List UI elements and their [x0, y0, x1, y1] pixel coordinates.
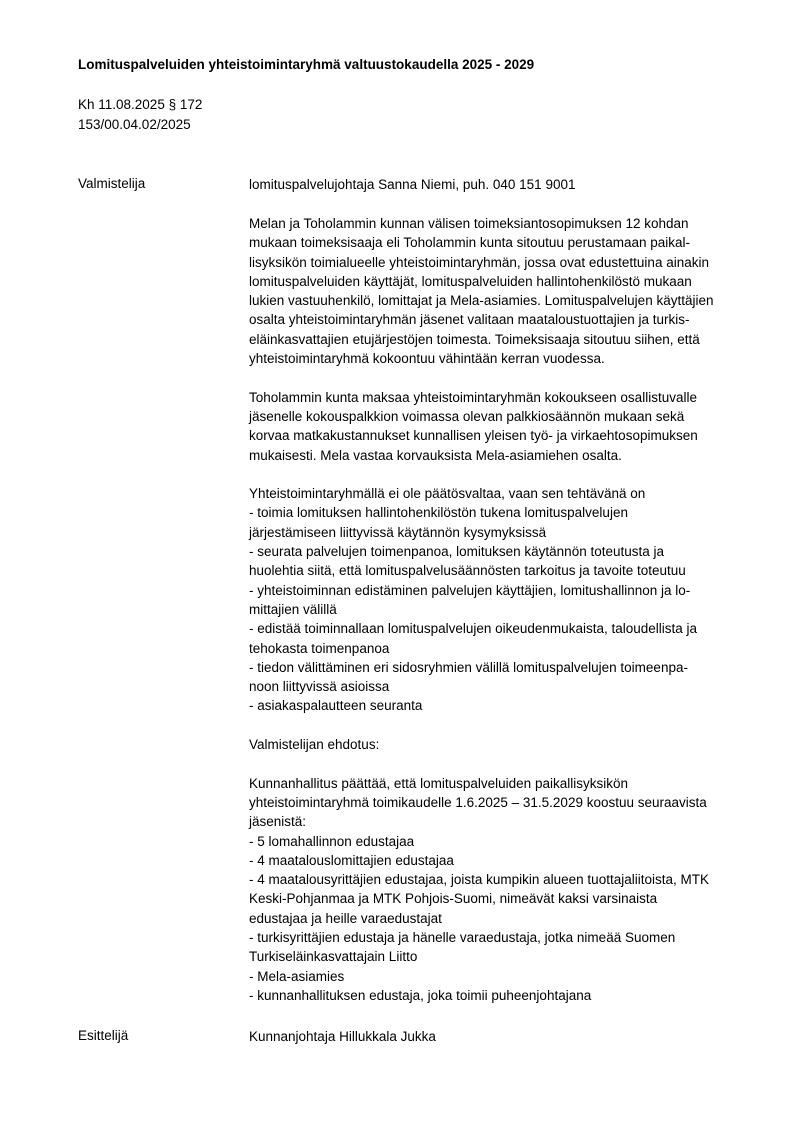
text-line: - 4 maatalouslomittajien edustajaa [249, 852, 454, 868]
text-line: Keski-Pohjanmaa ja MTK Pohjois-Suomi, nimeävät kaksi varsinaista [249, 891, 658, 907]
text-line: - turkisyrittäjien edustaja ja hänelle varaedustaja, jotka nimeää Suomen [249, 929, 676, 945]
presenter-value: Kunnanjohtaja Hillukkala Jukka [249, 1029, 436, 1044]
presenter-label: Esittelijä [78, 1028, 129, 1043]
text-line: - yhteistoiminnan edistäminen palvelujen käyttäjien, lomitushallinnon ja lo- [249, 582, 691, 598]
text-line: - Mela-asiamies [249, 968, 345, 984]
text-line: Kunnanhallitus päättää, että lomituspalveluiden paikallisyksikön [249, 775, 628, 791]
text-line: jäsenistä: [249, 814, 307, 830]
text-line: mukaisesti. Mela vastaa korvauksista Mela-asiamiehen osalta. [249, 447, 622, 463]
text-line: lomituspalveluiden käyttäjät, lomituspalveluiden hallintohenkilöstö mukaan [249, 273, 692, 289]
tasks-paragraph [249, 484, 769, 716]
text-line: Valmistelijan ehdotus: [249, 737, 380, 753]
meeting-reference: Kh 11.08.2025 § 172 [78, 97, 203, 112]
text-line: huolehtia siitä, että lomituspalvelusäännösten tarkoitus ja tavoite toteutuu [249, 563, 686, 579]
text-line: korvaa matkakustannukset kunnallisen yleisen työ- ja virkaehtosopimuksen [249, 428, 698, 444]
text-line: mittajien välillä [249, 601, 337, 617]
text-line: - 4 maatalousyrittäjien edustajaa, joista kumpikin alueen tuottajaliitoista, MTK [249, 872, 709, 888]
text-line: osalta yhteistoimintaryhmän jäsenet valitaan maataloustuottajien ja turkis- [249, 312, 690, 328]
proposal-paragraph [249, 774, 769, 1006]
text-line: - tiedon välittäminen eri sidosryhmien välillä lomituspalvelujen toimeenpa- [249, 659, 688, 675]
text-line: - 5 lomahallinnon edustajaa [249, 833, 415, 849]
preparer-value: lomituspalvelujohtaja Sanna Niemi, puh. 040 151 9001 [249, 177, 576, 192]
text-line: yhteistoimintaryhmä toimikaudelle 1.6.2025 – 31.5.2029 koostuu seuraavista [249, 794, 707, 810]
text-line: - seurata palvelujen toimenpanoa, lomituksen käytännön toteutusta ja [249, 544, 665, 560]
text-line: Melan ja Toholammin kunnan välisen toimeksiantosopimuksen 12 kohdan [249, 216, 689, 231]
compensation-paragraph [249, 388, 769, 465]
text-line: eläinkasvattajien etujärjestöjen toimesta. Toimeksisaaja sitoutuu siihen, että [249, 331, 700, 347]
text-line: järjestämiseen liittyvissä käytännön kysymyksissä [249, 524, 547, 540]
case-number: 153/00.04.02/2025 [78, 117, 191, 132]
document-title: Lomituspalveluiden yhteistoimintaryhmä valtuustokaudella 2025 - 2029 [78, 57, 535, 72]
text-line: - toimia lomituksen hallintohenkilöstön tukena lomituspalvelujen [249, 505, 628, 521]
text-line: yhteistoimintaryhmä kokoontuu vähintään kerran vuodessa. [249, 351, 605, 367]
text-line: lisyksikön toimialueelle yhteistoimintaryhmän, jossa ovat edustettuina ainakin [249, 254, 709, 270]
proposal-heading [249, 735, 769, 754]
text-line: - asiakaspalautteen seuranta [249, 698, 423, 714]
text-line: noon liittyvissä asioissa [249, 679, 390, 695]
text-line: Turkiseläinkasvattajain Liitto [249, 949, 418, 965]
text-line: edustajaa ja heille varaedustajat [249, 910, 442, 926]
text-line: tehokasta toimenpanoa [249, 640, 390, 656]
agreement-paragraph [249, 214, 769, 368]
document-body [249, 214, 769, 1024]
text-line: - kunnanhallituksen edustaja, joka toimii puheenjohtajana [249, 987, 592, 1003]
text-line: Yhteistoimintaryhmällä ei ole päätösvaltaa, vaan sen tehtävänä on [249, 486, 646, 502]
preparer-label: Valmistelija [78, 176, 146, 191]
text-line: lukien vastuuhenkilö, lomittajat ja Mela-asiamies. Lomituspalvelujen käyttäjien [249, 293, 714, 309]
text-line: jäsenelle kokouspalkkion voimassa olevan palkkiosäännön mukaan sekä [249, 408, 685, 424]
text-line: mukaan toimeksisaaja eli Toholammin kunta sitoutuu perustamaan paikal- [249, 235, 690, 251]
text-line: Toholammin kunta maksaa yhteistoimintaryhmän kokoukseen osallistuvalle [249, 389, 697, 405]
text-line: - edistää toiminnallaan lomituspalvelujen oikeudenmukaista, taloudellista ja [249, 621, 698, 637]
